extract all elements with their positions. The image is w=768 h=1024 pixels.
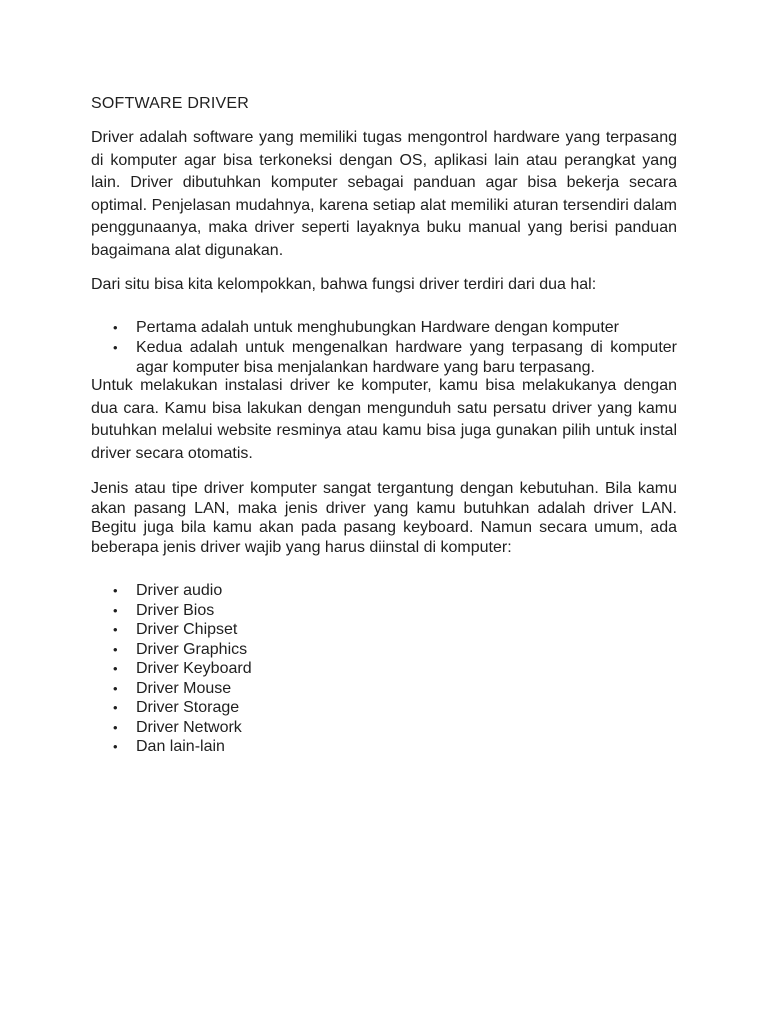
list-item-text: Dan lain-lain <box>136 738 225 755</box>
bullet-icon: • <box>113 700 118 715</box>
list-item <box>91 581 677 601</box>
paragraph-driver-definition: Driver adalah software yang memiliki tugas mengontrol hardware yang terpasang di komputer agar bisa terkoneksi dengan OS, aplikasi lain atau perangkat yang lain. Driver dibutuhkan komputer sebagai panduan agar bisa bekerja secara optimal. Penjelasan mudahnya, karena setiap alat memiliki aturan tersendiri dalam penggunaanya, maka driver seperti layaknya buku manual yang berisi panduan bagaimana alat digunakan. <box>91 129 677 259</box>
bullet-icon: • <box>113 602 118 618</box>
list-item-text: Driver Chipset <box>136 621 238 638</box>
bullet-icon: • <box>113 661 118 676</box>
bullet-icon: • <box>113 641 118 657</box>
list-item-text: Driver Network <box>136 718 242 736</box>
bullet-icon: • <box>113 622 118 637</box>
list-item-text: Driver audio <box>136 582 223 599</box>
list-item <box>91 679 677 699</box>
bullet-icon: • <box>113 680 118 696</box>
list-item <box>91 318 677 338</box>
paragraph-driver-installation: Untuk melakukan instalasi driver ke komputer, kamu bisa melakukanya dengan dua cara. Kamu bisa lakukan dengan mengunduh satu persatu driver yang kamu butuhkan melalui website resminya atau kamu bisa juga gunakan pilih untuk instal driver secara otomatis. <box>91 377 677 462</box>
list-item <box>91 338 677 378</box>
list-item <box>91 698 677 718</box>
list-item-text: Pertama adalah untuk menghubungkan Hardware dengan komputer <box>136 319 619 336</box>
list-item-text: Driver Keyboard <box>136 660 252 677</box>
driver-functions-list <box>91 318 677 378</box>
list-item <box>91 601 677 621</box>
list-item <box>91 659 677 679</box>
bullet-icon: • <box>113 739 118 754</box>
list-item-text: Driver Graphics <box>136 640 248 658</box>
list-item-text: Driver Bios <box>136 601 215 619</box>
bullet-icon: • <box>113 719 118 735</box>
bullet-icon: • <box>113 583 118 598</box>
list-item-text: Kedua adalah untuk mengenalkan hardware yang terpasang di komputer agar komputer bisa menjalankan hardware yang baru terpasang. <box>136 339 677 376</box>
list-item <box>91 718 677 738</box>
document-title: SOFTWARE DRIVER <box>91 95 249 112</box>
driver-types-list <box>91 581 677 757</box>
paragraph-driver-functions-intro: Dari situ bisa kita kelompokkan, bahwa fungsi driver terdiri dari dua hal: <box>91 276 597 293</box>
list-item-text: Driver Mouse <box>136 679 232 697</box>
paragraph-driver-types-intro: Jenis atau tipe driver komputer sangat tergantung dengan kebutuhan. Bila kamu akan pasang LAN, maka jenis driver yang kamu butuhkan adalah driver LAN. Begitu juga bila kamu akan pada pasang keyboard. Namun secara umum, ada beberapa jenis driver wajib yang harus diinstal di komputer: <box>91 480 677 556</box>
list-item-text: Driver Storage <box>136 699 240 716</box>
bullet-icon: • <box>113 340 118 355</box>
list-item <box>91 620 677 640</box>
list-item <box>91 640 677 660</box>
bullet-icon: • <box>113 320 118 335</box>
list-item <box>91 737 677 757</box>
